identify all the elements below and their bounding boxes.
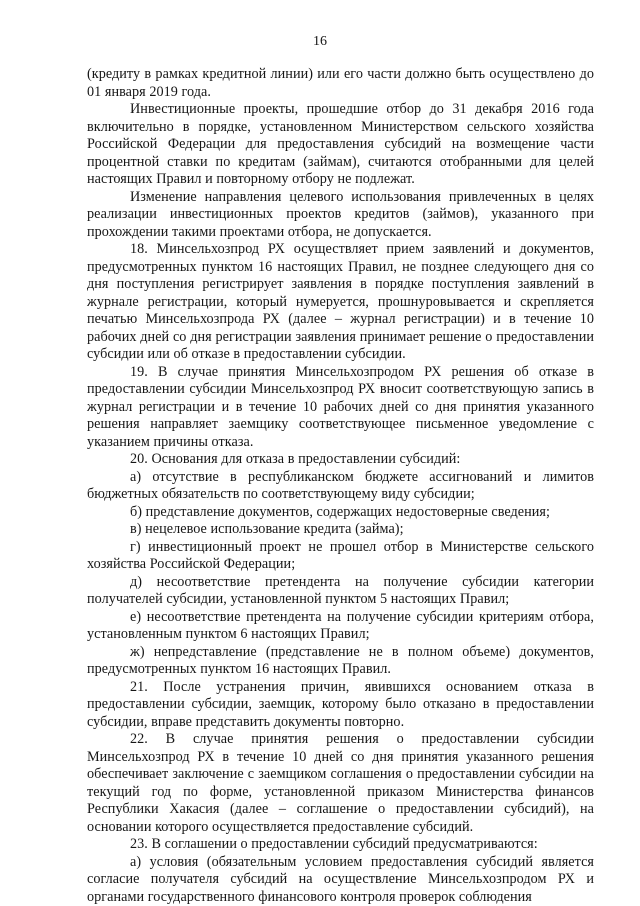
subitem-d: д) несоответствие претендента на получение субсидии категории получателей субсидии, установленной пунктом 5 настоящих Правил; (87, 574, 594, 609)
subitem-g: г) инвестиционный проект не прошел отбор в Министерстве сельского хозяйства Российской Федерации; (87, 539, 594, 574)
document-body (87, 66, 594, 906)
page-number: 16 (0, 34, 640, 50)
subitem-e: е) несоответствие претендента на получение субсидии критериям отбора, установленным пунктом 6 настоящих Правил; (87, 609, 594, 644)
paragraph-item-19: 19. В случае принятия Минсельхозпродом РХ решения об отказе в предоставлении субсидии Минсельхозпрод РХ вносит соответствующую запись в журнал регистрации и в течение 10 рабочих дней со дня принятия указанного решения направляет заемщику соответствующее письменное уведомление с указанием причины отказа. (87, 364, 594, 452)
paragraph-item-18: 18. Минсельхозпрод РХ осуществляет прием заявлений и документов, предусмотренных пунктом 16 настоящих Правил, не позднее следующего дня со дня поступления регистрирует заявления в порядке поступления заявлений в журнале регистрации, который нумеруется, прошнуровывается и скрепляется печатью Минсельхозпрода РХ (далее – журнал регистрации) и в течение 10 рабочих дней со дня регистрации заявления принимает решение о предоставлении субсидии или об отказе в предоставлении субсидии. (87, 241, 594, 364)
paragraph-continuation: (кредиту в рамках кредитной линии) или его части должно быть осуществлено до 01 января 2019 года. (87, 66, 594, 101)
subitem-a-23: а) условия (обязательным условием предоставления субсидий является согласие получателя субсидий на осуществление Минсельхозпродом РХ и органами государственного финансового контроля проверок соблюдения (87, 854, 594, 906)
paragraph: Инвестиционные проекты, прошедшие отбор до 31 декабря 2016 года включительно в порядке, установленном Министерством сельского хозяйства Российской Федерации для предоставления субсидий на возмещение части процентной ставки по кредитам (займам), считаются отобранными для целей настоящих Правил и повторному отбору не подлежат. (87, 101, 594, 189)
subitem-zh: ж) непредставление (представление не в полном объеме) документов, предусмотренных пунктом 16 настоящих Правил. (87, 644, 594, 679)
paragraph-item-21: 21. После устранения причин, явившихся основанием отказа в предоставлении субсидии, заемщик, которому было отказано в предоставлении субсидии, вправе представить документы повторно. (87, 679, 594, 732)
subitem-v: в) нецелевое использование кредита (займа); (87, 521, 594, 539)
paragraph-item-22: 22. В случае принятия решения о предоставлении субсидии Минсельхозпрод РХ в течение 10 дней со дня принятия указанного решения обеспечивает заключение с заемщиком соглашения о предоставлении субсидии на текущий год по форме, установленной приказом Министерства финансов Республики Хакасия (далее – соглашение о предоставлении субсидий), на основании которого осуществляется предоставление субсидий. (87, 731, 594, 836)
subitem-b: б) представление документов, содержащих недостоверные сведения; (87, 504, 594, 522)
paragraph-item-20: 20. Основания для отказа в предоставлении субсидий: (87, 451, 594, 469)
paragraph-item-23: 23. В соглашении о предоставлении субсидий предусматриваются: (87, 836, 594, 854)
subitem-a: а) отсутствие в республиканском бюджете ассигнований и лимитов бюджетных обязательств по соответствующему виду субсидии; (87, 469, 594, 504)
paragraph: Изменение направления целевого использования привлеченных в целях реализации инвестиционных проектов кредитов (займов), указанного при прохождении такими проектами отбора, не допускается. (87, 189, 594, 242)
